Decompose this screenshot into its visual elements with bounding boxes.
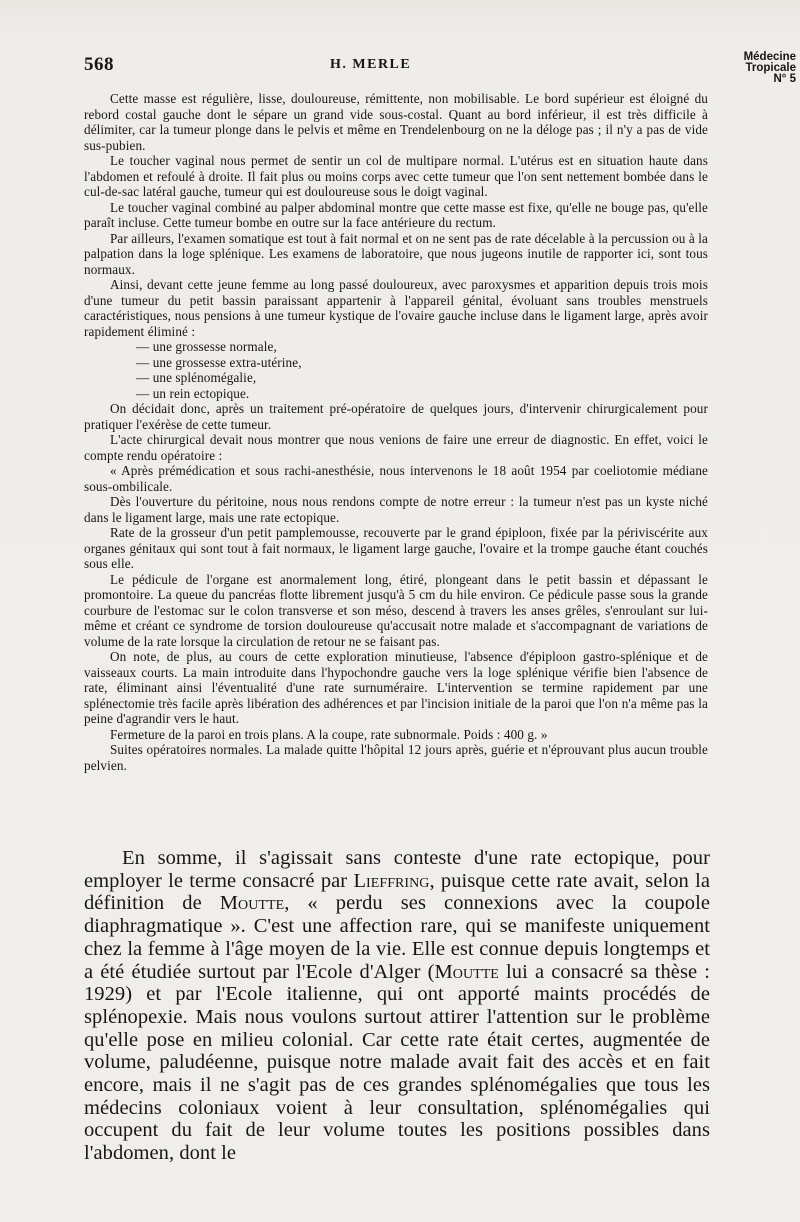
paragraph-mass-description: Cette masse est régulière, lisse, douloureuse, rémittente, non mobilisable. Le bord supérieur est éloigné du rebord costal gauche dont le sépare un grand vide sous-costal. Quant au bord inférieur, il est très difficile à délimiter, car la tumeur plonge dans le pelvis et même en Trendelenbourg on ne la déloge pas ; il n'y a pas de vide sus-pubien. xyxy=(84,91,708,153)
list-item: — une grossesse extra-utérine, xyxy=(136,355,708,371)
author-name-lieffring: Lieffring xyxy=(353,869,430,892)
paragraph-peritoneum: Dès l'ouverture du péritoine, nous nous rendons compte de notre erreur : la tumeur n'est pas un kyste niché dans le ligament large, mais une rate ectopique. xyxy=(84,494,708,525)
list-item: — une splénomégalie, xyxy=(136,370,708,386)
journal-issue: N° 5 xyxy=(773,73,796,85)
paragraph-initial-diagnosis: Ainsi, devant cette jeune femme au long passé douloureux, avec paroxysmes et apparition depuis trois mois d'une tumeur du petit bassin paraissant appartenir à l'appareil génital, évoluant sans troubles menstruels caractéristiques, nous pensions à une tumeur kystique de l'ovaire gauche incluse dans le ligament large, après avoir rapidement éliminé : xyxy=(84,277,708,339)
discussion-text: , « perdu ses connexions avec la coupole diaphragmatique ». C'est une affection rare, qui se manifeste uniquement chez la femme à l'âge moyen de la vie. Elle est connue depuis longtemps et a été étudiée surtout par l'Ecole d'Alger ( xyxy=(84,892,710,983)
paragraph-postop: Suites opératoires normales. La malade quitte l'hôpital 12 jours après, guérie et n'éprouvant plus aucun trouble pelvien. xyxy=(84,742,708,773)
discussion-text: En somme, il s'agissait sans conteste d'une rate ectopique, pour employer le terme consacré par xyxy=(84,847,710,892)
journal-tag xyxy=(744,52,796,85)
author-name-moutte: Moutte xyxy=(434,960,499,983)
journal-name-line2: Tropicale xyxy=(745,62,796,74)
discussion-text: lui a consacré sa thèse : 1929) et par l'Ecole italienne, qui ont apporté maints procédés de splénopexie. Mais nous voulons surtout attirer l'attention sur le problème qu'elle pose en milieu colonial. Car cette rate était certes, augmentée de volume, paludéenne, puisque notre malade avait fait des accès et en fait encore, mais il ne s'agit pas de ces grandes splénomégalies que tous les médecins coloniaux voient à leur consultation, splénomégalies qui occupent du fait de leur volume toutes les positions possibles dans l'abdomen, dont le xyxy=(84,960,711,1165)
list-item: — un rein ectopique. xyxy=(136,386,708,402)
running-head-author: H. MERLE xyxy=(330,57,412,72)
paragraph-vaginal-exam: Le toucher vaginal nous permet de sentir un col de multipare normal. L'utérus est en situation haute dans l'abdomen et refoulé à droite. Il fait plus ou moins corps avec cette tumeur que l'on sent nettement bombée dans le cul-de-sac latéral gauche, tumeur qui est douloureuse sous le doigt vaginal. xyxy=(84,153,708,199)
paragraph-somatic-exam: Par ailleurs, l'examen somatique est tout à fait normal et on ne sent pas de rate décelable à la percussion ou à la palpation dans la loge splénique. Les examens de laboratoire, que nous jugeons inutile de rapporter ici, sont tous normaux. xyxy=(84,230,708,277)
paragraph-spleen-size: Rate de la grosseur d'un petit pamplemousse, recouverte par le grand épiploon, fixée par la périviscérite aux organes génitaux qui sont tout à fait normaux, le ligament large gauche, l'ovaire et la trompe gauche étant couchés sous elle. xyxy=(84,525,708,571)
paragraph-discussion xyxy=(84,847,710,1165)
paragraph-operative-report-start: « Après prémédication et sous rachi-anesthésie, nous intervenons le 18 août 1954 par coeliotomie médiane sous-ombilicale. xyxy=(84,463,708,494)
discussion-text: , puisque cette rate avait, selon la définition de xyxy=(84,869,710,915)
paragraph-exploration: On note, de plus, au cours de cette exploration minutieuse, l'absence d'épiploon gastro-splénique et de vaisseaux courts. La main introduite dans l'hypochondre gauche vers la loge splénique vérifie bien l'absence de rate, éliminant ainsi l'éventualité d'une rate surnuméraire. L'intervention se termine rapidement par une splénectomie très facile après libération des adhérences et par l'incision initiale de la paroi que l'on n'a même pas la peine d'agrandir vers le haut. xyxy=(84,649,708,726)
paragraph-closure: Fermeture de la paroi en trois plans. A la coupe, rate subnormale. Poids : 400 g. » xyxy=(110,726,548,742)
paragraph-combined-exam: Le toucher vaginal combiné au palper abdominal montre que cette masse est fixe, qu'elle ne bouge pas, qu'elle paraît incluse. Cette tumeur bombe en outre sur la face antérieure du rectum. xyxy=(84,199,708,230)
case-report-body xyxy=(84,91,708,773)
author-name-moutte: Moutte xyxy=(219,892,285,915)
discussion-body xyxy=(84,847,710,1165)
journal-name-line1: Médecine xyxy=(743,51,796,63)
list-item: — une grossesse normale, xyxy=(136,339,708,355)
eliminated-diagnoses-list xyxy=(84,339,708,401)
paragraph-surgical-act: L'acte chirurgical devait nous montrer que nous venions de faire une erreur de diagnostic. En effet, voici le compte rendu opératoire : xyxy=(84,432,708,463)
paragraph-decision: On décidait donc, après un traitement pré-opératoire de quelques jours, d'intervenir chirurgicalement pour pratiquer l'exérèse de cette tumeur. xyxy=(84,401,708,432)
paragraph-pedicle: Le pédicule de l'organe est anormalement long, étiré, plongeant dans le petit bassin et dépassant le promontoire. La queue du pancréas flotte librement jusqu'à 5 cm du hile environ. Ce pédicule passe sous la grande courbure de l'estomac sur le colon transverse et son méso, descend à travers les anses grêles, s'enroulant sur lui-même et créant ce syndrome de torsion douloureuse qu'accusait notre malade et s'accompagnant de variations de volume de la rate lorsque la circulation de retour ne se faisant pas. xyxy=(84,571,708,649)
page-number: 568 xyxy=(84,54,114,75)
